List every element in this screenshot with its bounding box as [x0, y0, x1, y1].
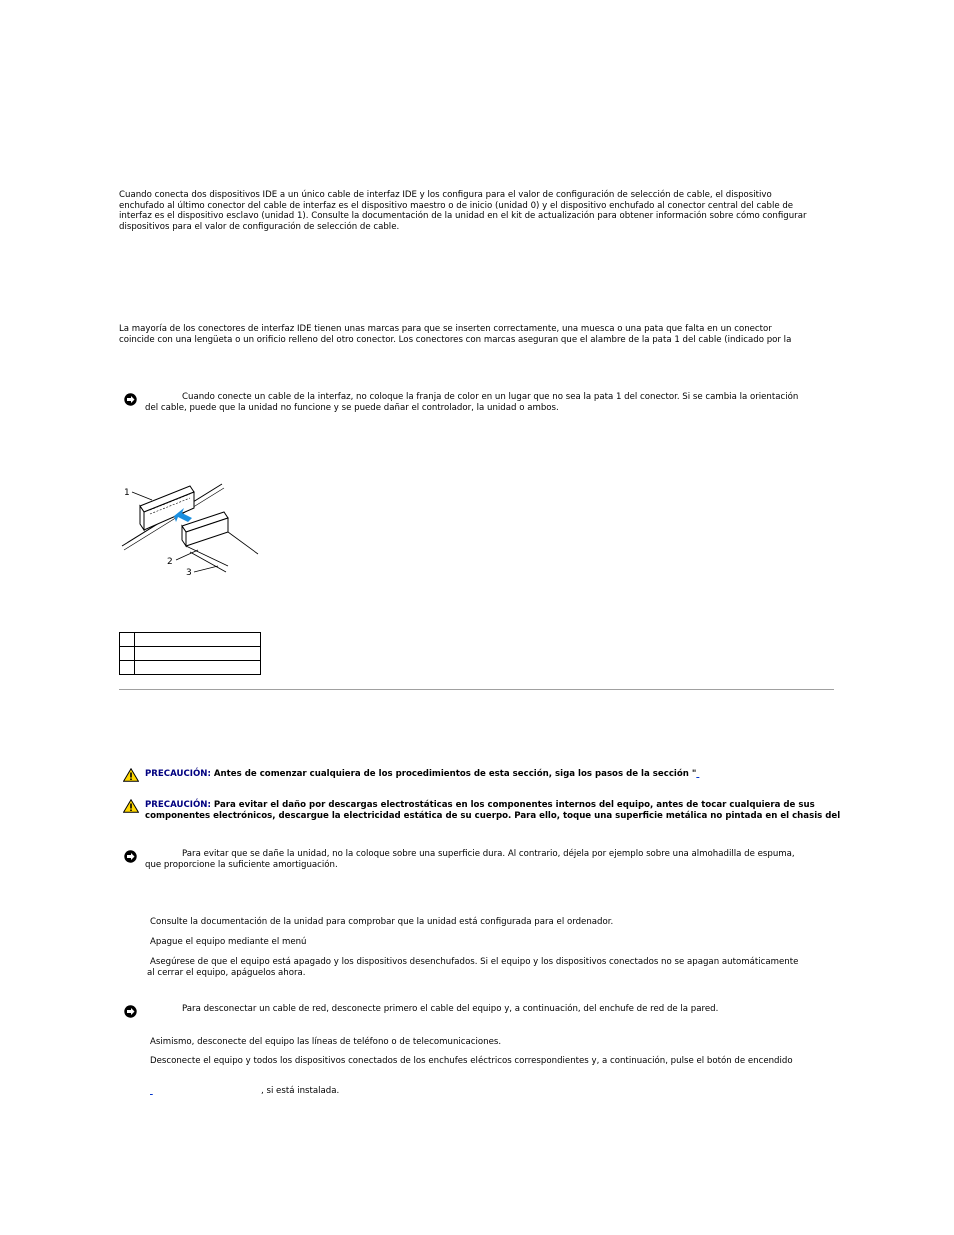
caution-text: Antes de comenzar cualquiera de los procedimientos de esta sección, siga los pasos de la sección " — [213, 769, 697, 779]
notice-line: Para evitar que se dañe la unidad, no la coloque sobre una superficie dura. Al contrario, déjela por ejemplo sobre una almohadilla de espuma, — [182, 849, 795, 859]
notice-interface-cable — [145, 392, 798, 413]
step-line: al cerrar el equipo, apáguelos ahora. — [147, 967, 306, 978]
paragraph-line: enchufado al último conector del cable de interfaz es el dispositivo maestro o de inicio (unidad 0) y el dispositivo enchufado al conector central del cable de — [119, 200, 794, 211]
keyed-connectors-paragraph — [119, 324, 791, 345]
step-line: Asegúrese de que el equipo está apagado y los dispositivos desenchufados. Si el equipo y los dispositivos conectados no se apagan automáticamente — [150, 957, 799, 967]
caution-electrostatic — [145, 800, 840, 821]
paragraph-line: Cuando conecta dos dispositivos IDE a un único cable de interfaz IDE y los configura para el valor de configuración de selección de cable, el dispositivo — [119, 190, 772, 200]
caution-text: Para evitar el daño por descargas electrostáticas en los componentes internos del equipo, antes de tocar cualquiera de sus — [213, 800, 815, 810]
before-you-begin-link[interactable] — [696, 769, 824, 780]
step-remove-bezel — [150, 1086, 339, 1097]
cable-select-paragraph — [119, 190, 807, 232]
step-disconnect-power: Desconecte el equipo y todos los dispositivos conectados de los enchufes eléctricos correspondientes y, a continuación, pulse el botón de encendido — [150, 1056, 793, 1066]
paragraph-line: La mayoría de los conectores de interfaz IDE tienen unas marcas para que se inserten correctamente, una muesca o una pata que falta en un conector — [119, 324, 772, 334]
notice-line: que proporcione la suficiente amortiguación. — [145, 859, 338, 870]
notice-hard-surface — [145, 849, 795, 870]
caution-before-starting — [145, 769, 824, 780]
notice-icon — [124, 850, 137, 863]
table-row — [120, 633, 261, 647]
ide-connector-figure — [118, 480, 268, 578]
step-link[interactable] — [150, 1086, 261, 1097]
caution-text: componentes electrónicos, descargue la electricidad estática de su cuerpo. Para ello, toque una superficie metálica no pintada en el chasis del — [145, 810, 841, 821]
paragraph-line: interfaz es el dispositivo esclavo (unidad 1). Consulte la documentación de la unidad en el kit de actualización para obtener información sobre cómo configurar — [119, 211, 807, 222]
notice-icon — [124, 393, 137, 406]
callout-table — [119, 632, 261, 675]
caution-label: PRECAUCIÓN: — [145, 769, 211, 779]
caution-triangle-icon — [123, 768, 139, 782]
notice-network-cable: Para desconectar un cable de red, desconecte primero el cable del equipo y, a continuación, del enchufe de red de la pared. — [182, 1004, 719, 1014]
paragraph-line: coincide con una lengüeta o un orificio relleno del otro conector. Los conectores con marcas aseguran que el alambre de la pata 1 del cable (indicado por la — [119, 334, 792, 345]
step-ensure-off — [147, 957, 798, 978]
callout-1-label: 1 — [124, 488, 130, 498]
step-shut-down: Apague el equipo mediante el menú — [150, 937, 307, 947]
table-row — [120, 647, 261, 661]
notice-line: del cable, puede que la unidad no funcione y se puede dañar el controlador, la unidad o ambos. — [145, 402, 559, 413]
paragraph-line: dispositivos para el valor de configuración de selección de cable. — [119, 221, 400, 232]
step-check-configuration: Consulte la documentación de la unidad para comprobar que la unidad está configurada para el ordenador. — [150, 917, 614, 927]
caution-triangle-icon — [123, 799, 139, 813]
notice-icon — [124, 1005, 137, 1018]
callout-2-label: 2 — [167, 557, 173, 567]
callout-3-label: 3 — [186, 568, 192, 578]
notice-line: Cuando conecte un cable de la interfaz, no coloque la franja de color en un lugar que no sea la pata 1 del conector. Si se cambia la orientación — [182, 392, 799, 402]
step-suffix: , si está instalada. — [261, 1086, 340, 1096]
caution-label: PRECAUCIÓN: — [145, 800, 211, 810]
table-row — [120, 661, 261, 675]
step-disconnect-telephone: Asimismo, desconecte del equipo las líneas de teléfono o de telecomunicaciones. — [150, 1037, 502, 1047]
section-divider — [119, 689, 834, 690]
